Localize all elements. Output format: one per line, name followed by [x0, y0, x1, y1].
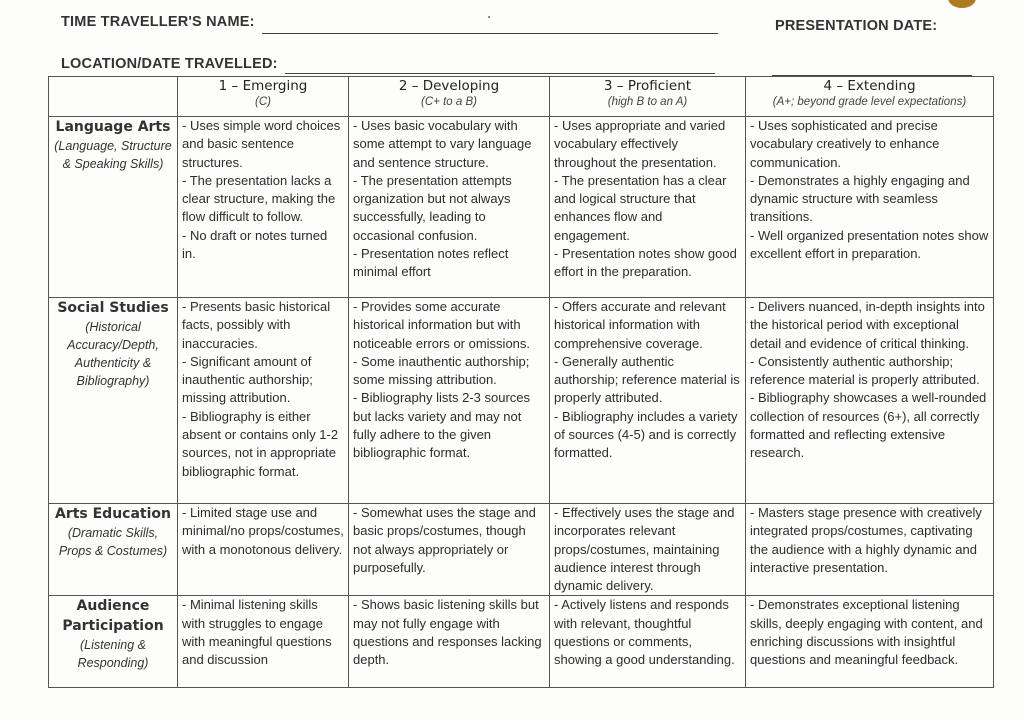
category-title: Audience Participation [62, 598, 164, 635]
descriptor-cell-level-4 [746, 117, 994, 298]
descriptor-bullet: - Delivers nuanced, in-depth insights into the historical period with exceptional detail and evidence of critical thinking. [750, 299, 985, 351]
level-title: 1 – Emerging [218, 78, 308, 94]
rubric-row-social-studies [49, 298, 994, 504]
category-cell [49, 504, 178, 596]
descriptor-cell-level-3 [550, 117, 746, 298]
descriptor-cell-level-4 [746, 298, 994, 504]
descriptor-bullet: - Presentation notes show good effort in the preparation. [554, 246, 737, 280]
orange-sticker-mark [948, 0, 976, 8]
descriptor-bullet: - Somewhat uses the stage and basic props/costumes, though not always appropriately or purposefully. [353, 505, 536, 575]
descriptor-bullet: - Effectively uses the stage and incorporates relevant props/costumes, maintaining audience interest through dynamic delivery. [554, 505, 735, 594]
descriptor-bullet: - Provides some accurate historical information but with noticeable errors or omissions. [353, 299, 531, 351]
level-title: 3 – Proficient [603, 78, 692, 94]
descriptor-bullet: - Bibliography includes a variety of sources (4-5) and is correctly formatted. [554, 408, 738, 461]
descriptor-bullet: - The presentation attempts organization but not always successfully, leading to occasional confusion. [353, 172, 512, 243]
category-subtitle: (Dramatic Skills, Props & Costumes) [58, 526, 168, 558]
descriptor-bullet: - Demonstrates exceptional listening skills, deeply engaging with content, and enriching discussions with insightful questions and meaningful feedback. [750, 597, 983, 668]
descriptor-bullet: - Generally authentic authorship; reference material is properly attributed. [554, 353, 740, 406]
level-header [349, 77, 550, 117]
level-header [746, 77, 994, 117]
descriptor-bullet: - Limited stage use and minimal/no props/costumes, with a monotonous delivery. [182, 505, 344, 557]
descriptor-bullet: - Some inauthentic authorship; some missing attribution. [353, 353, 530, 388]
category-title: Language Arts [55, 119, 171, 135]
rubric-row-language-arts [49, 117, 994, 298]
traveller-name-field[interactable] [262, 33, 718, 34]
descriptor-bullet: - Well organized presentation notes show excellent effort in preparation. [750, 227, 989, 262]
descriptor-bullet: - Masters stage presence with creatively integrated props/costumes, captivating the audience with a highly dynamic and interactive presentation. [750, 505, 982, 575]
descriptor-bullet: - Presentation notes reflect minimal effort [353, 246, 509, 280]
category-title: Social Studies [57, 300, 169, 316]
level-grade: (A+; beyond grade level expectations) [772, 96, 967, 108]
descriptor-bullet: - Demonstrates a highly engaging and dynamic structure with seamless transitions. [750, 172, 970, 225]
level-grade: (C+ to a B) [421, 96, 477, 108]
category-title: Arts Education [54, 506, 171, 522]
rubric-header-row [49, 77, 994, 117]
descriptor-cell-level-1 [178, 596, 349, 688]
location-date-label: LOCATION/DATE TRAVELLED: [61, 56, 278, 72]
descriptor-cell-level-1 [178, 298, 349, 504]
descriptor-bullet: - Uses simple word choices and basic sentence structures. [182, 118, 341, 170]
location-date-field[interactable] [285, 73, 715, 74]
category-cell [49, 117, 178, 298]
descriptor-bullet: - The presentation lacks a clear structure, making the flow difficult to follow. [182, 172, 336, 225]
traveller-name-label: TIME TRAVELLER'S NAME: [61, 14, 255, 30]
descriptor-cell-level-2 [349, 298, 550, 504]
descriptor-cell-level-2 [349, 596, 550, 688]
descriptor-cell-level-1 [178, 117, 349, 298]
descriptor-cell-level-4 [746, 504, 994, 596]
descriptor-bullet: - Offers accurate and relevant historical information with comprehensive coverage. [554, 299, 726, 351]
descriptor-cell-level-1 [178, 504, 349, 596]
category-subtitle: (Historical Accuracy/Depth, Authenticity & Bibliography) [67, 320, 159, 388]
presentation-date-label: PRESENTATION DATE: [775, 18, 938, 34]
descriptor-bullet: - Uses appropriate and varied vocabulary effectively throughout the presentation. [554, 118, 726, 170]
category-cell [49, 596, 178, 688]
descriptor-bullet: - Uses sophisticated and precise vocabulary creatively to enhance communication. [750, 118, 940, 170]
descriptor-bullet: - Consistently authentic authorship; reference material is properly attributed. [750, 353, 980, 388]
corner-cell [49, 77, 178, 117]
descriptor-bullet: - No draft or notes turned in. [182, 227, 328, 262]
descriptor-bullet: - Shows basic listening skills but may not fully engage with questions and responses lacking depth. [353, 597, 542, 668]
descriptor-bullet: - Presents basic historical facts, possibly with inaccuracies. [182, 299, 331, 351]
descriptor-cell-level-3 [550, 504, 746, 596]
descriptor-bullet: - Bibliography showcases a well-rounded collection of resources (6+), all correctly formatted and reflecting extensive research. [750, 390, 987, 461]
level-grade: (C) [255, 96, 271, 108]
rubric-table [48, 76, 994, 688]
descriptor-bullet: - Uses basic vocabulary with some attempt to vary language and sentence structure. [353, 118, 532, 170]
level-header [178, 77, 349, 117]
descriptor-cell-level-4 [746, 596, 994, 688]
level-header [550, 77, 746, 117]
level-grade: (high B to an A) [607, 96, 688, 108]
speck-mark [488, 16, 490, 18]
category-cell [49, 298, 178, 504]
descriptor-cell-level-2 [349, 117, 550, 298]
descriptor-bullet: - Bibliography lists 2-3 sources but lacks variety and may not fully adhere to the given bibliographic format. [353, 390, 531, 461]
descriptor-bullet: - The presentation has a clear and logical structure that enhances flow and engagement. [554, 172, 727, 243]
rubric-row-audience-participation [49, 596, 994, 688]
descriptor-bullet: - Actively listens and responds with relevant, thoughtful questions or comments, showing a good understanding. [554, 597, 735, 668]
category-subtitle: (Language, Structure & Speaking Skills) [54, 139, 172, 171]
descriptor-cell-level-3 [550, 596, 746, 688]
descriptor-bullet: - Bibliography is either absent or contains only 1-2 sources, not in appropriate bibliographic format. [182, 408, 339, 479]
descriptor-cell-level-2 [349, 504, 550, 596]
category-subtitle: (Listening & Responding) [77, 638, 149, 671]
descriptor-bullet: - Minimal listening skills with struggles to engage with meaningful questions and discussion [182, 597, 332, 668]
descriptor-bullet: - Significant amount of inauthentic authorship; missing attribution. [182, 353, 313, 406]
level-title: 2 – Developing [398, 78, 500, 94]
rubric-row-arts-education [49, 504, 994, 596]
descriptor-cell-level-3 [550, 298, 746, 504]
level-title: 4 – Extending [823, 78, 916, 94]
